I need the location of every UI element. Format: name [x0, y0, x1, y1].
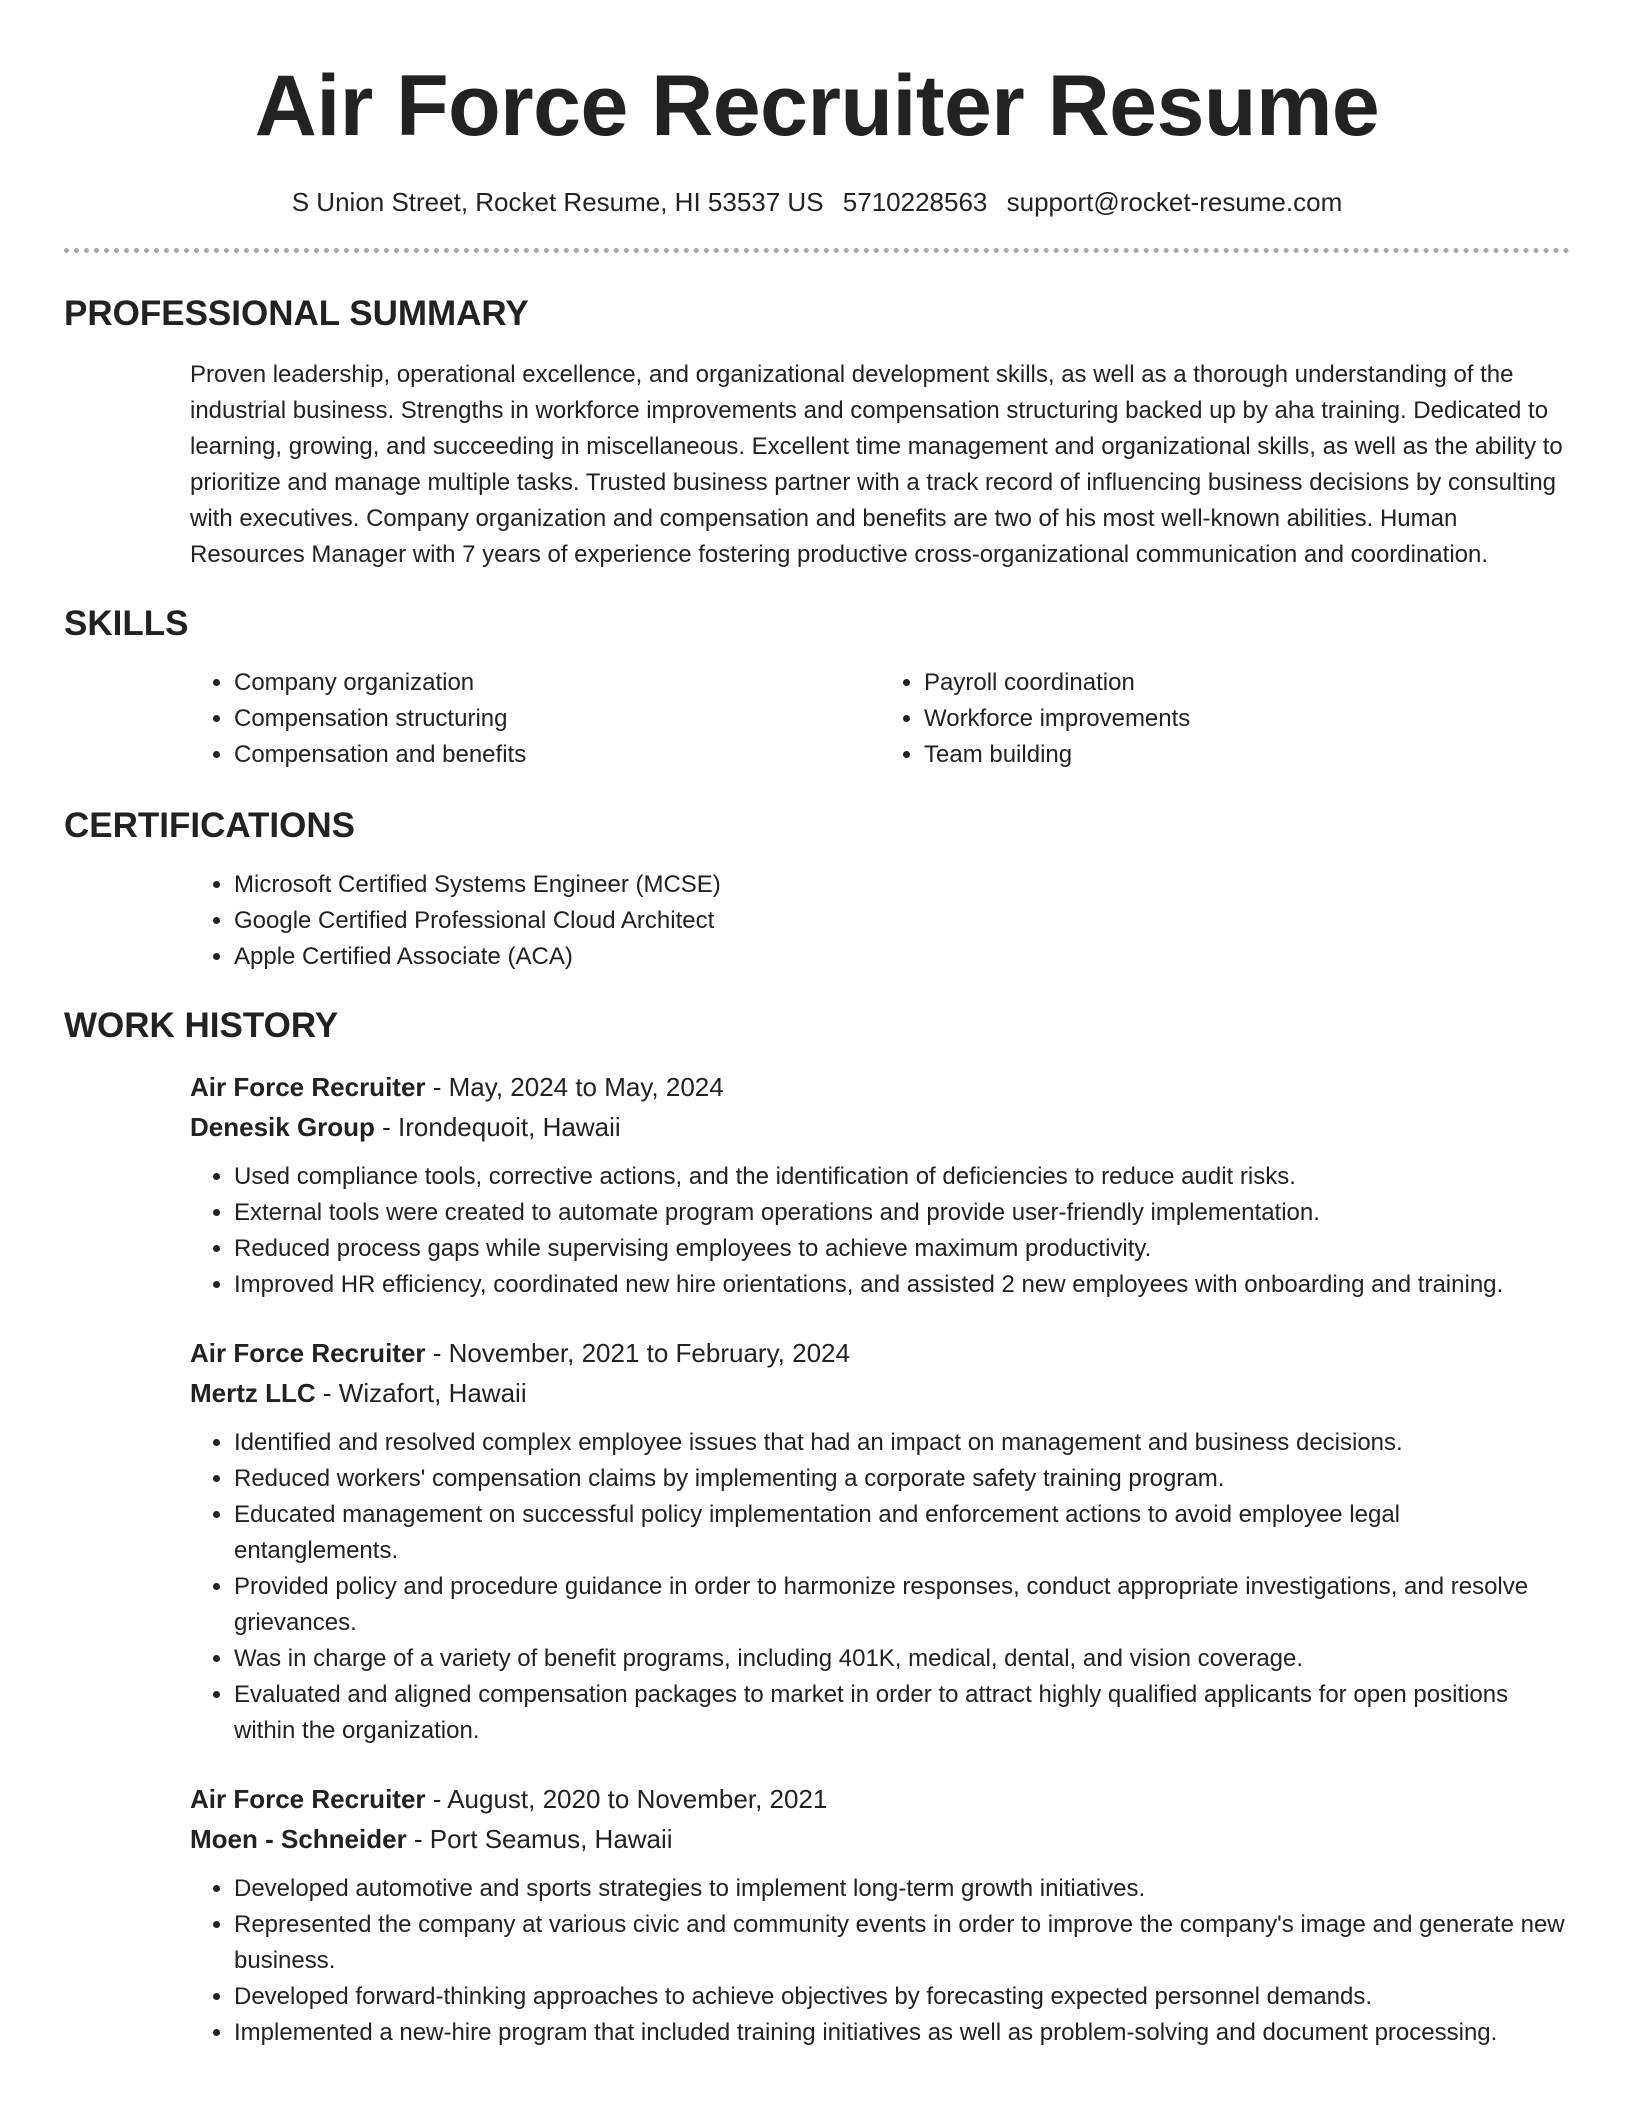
skills-column-left: [190, 665, 880, 773]
skills-list: [190, 665, 1570, 773]
job-bullet: • Represented the company at various civic and community events in order to improve the company's image and generate new business.: [234, 1907, 1570, 1979]
job-location: - Irondequoit, Hawaii: [374, 1112, 621, 1142]
summary-heading: PROFESSIONAL SUMMARY: [64, 294, 529, 333]
skills-column-right: [880, 665, 1570, 773]
job-company-line: [190, 1373, 1570, 1413]
job-bullet: • Used compliance tools, corrective actions, and the identification of deficiencies to reduce audit risks.: [234, 1159, 1570, 1195]
resume-page: [64, 0, 1570, 2051]
skill-item: • Compensation structuring: [234, 701, 880, 737]
job-role: Air Force Recruiter: [190, 1784, 426, 1814]
certifications-heading: CERTIFICATIONS: [64, 806, 356, 845]
job-bullet: • Identified and resolved complex employee issues that had an impact on management and business decisions.: [234, 1425, 1570, 1461]
skill-item: • Payroll coordination: [924, 665, 1570, 701]
job-dates: - May, 2024 to May, 2024: [425, 1072, 724, 1102]
skill-item: • Team building: [924, 737, 1570, 773]
skills-heading: SKILLS: [64, 604, 189, 643]
job-bullet: • Reduced process gaps while supervising employees to achieve maximum productivity.: [234, 1231, 1570, 1267]
skill-item: • Workforce improvements: [924, 701, 1570, 737]
contact-address: S Union Street, Rocket Resume, HI 53537 US: [291, 187, 824, 217]
job-role: Air Force Recruiter: [190, 1338, 426, 1368]
certification-item: • Google Certified Professional Cloud Architect: [234, 903, 1570, 939]
job-bullet: • Developed automotive and sports strategies to implement long-term growth initiatives.: [234, 1871, 1570, 1907]
work-history-heading: WORK HISTORY: [64, 1006, 339, 1045]
job-bullets: [190, 1871, 1570, 2051]
job-bullet: • Provided policy and procedure guidance in order to harmonize responses, conduct appropriate investigations, and resolve grievances.: [234, 1569, 1570, 1641]
job-bullet: • Developed forward-thinking approaches to achieve objectives by forecasting expected personnel demands.: [234, 1979, 1570, 2015]
job-bullet: • Educated management on successful policy implementation and enforcement actions to avoid employee legal entanglements.: [234, 1497, 1570, 1569]
job-dates: - August, 2020 to November, 2021: [425, 1784, 828, 1814]
job-entry: [190, 1067, 1570, 1303]
skill-item: • Compensation and benefits: [234, 737, 880, 773]
job-location: - Port Seamus, Hawaii: [406, 1824, 673, 1854]
job-company: Moen - Schneider: [190, 1824, 407, 1854]
job-role: Air Force Recruiter: [190, 1072, 426, 1102]
job-company: Denesik Group: [190, 1112, 375, 1142]
job-bullets: [190, 1425, 1570, 1749]
job-bullets: [190, 1159, 1570, 1303]
job-bullet: • Was in charge of a variety of benefit programs, including 401K, medical, dental, and vision coverage.: [234, 1641, 1570, 1677]
job-bullet: • Reduced workers' compensation claims by implementing a corporate safety training program.: [234, 1461, 1570, 1497]
contact-line: [64, 186, 1570, 218]
job-bullet: • Improved HR efficiency, coordinated new hire orientations, and assisted 2 new employees with onboarding and training.: [234, 1267, 1570, 1303]
job-entry: [190, 1779, 1570, 2051]
job-location: - Wizafort, Hawaii: [315, 1378, 527, 1408]
job-entry: [190, 1333, 1570, 1749]
resume-title: Air Force Recruiter Resume: [254, 58, 1380, 154]
skill-item: • Company organization: [234, 665, 880, 701]
job-dates: - November, 2021 to February, 2024: [425, 1338, 850, 1368]
contact-email: support@rocket-resume.com: [1006, 187, 1343, 217]
header-divider: [64, 248, 1570, 253]
job-company: Mertz LLC: [190, 1378, 316, 1408]
certification-item: • Microsoft Certified Systems Engineer (MCSE): [234, 867, 1570, 903]
job-title-line: [190, 1779, 1570, 1819]
certification-item: • Apple Certified Associate (ACA): [234, 939, 1570, 975]
certifications-list: [190, 867, 1570, 975]
job-bullet: • Evaluated and aligned compensation packages to market in order to attract highly qualified applicants for open positions within the organization.: [234, 1677, 1570, 1749]
job-bullet: • External tools were created to automate program operations and provide user-friendly implementation.: [234, 1195, 1570, 1231]
job-company-line: [190, 1107, 1570, 1147]
job-company-line: [190, 1819, 1570, 1859]
summary-text: Proven leadership, operational excellence, and organizational development skills, as well as a thorough understanding of the industrial business. Strengths in workforce improvements and compensation structuring backed up by aha training. Dedicated to learning, growing, and succeeding in miscellaneous. Excellent time management and organizational skills, as well as the ability to prioritize and manage multiple tasks. Trusted business partner with a track record of influencing business decisions by consulting with executives. Company organization and compensation and benefits are two of his most well-known abilities. Human Resources Manager with 7 years of experience fostering productive cross-organizational communication and coordination.: [190, 361, 1563, 568]
job-title-line: [190, 1333, 1570, 1373]
contact-phone: 5710228563: [842, 187, 988, 217]
job-bullet: • Implemented a new-hire program that included training initiatives as well as problem-solving and document processing.: [234, 2015, 1570, 2051]
job-title-line: [190, 1067, 1570, 1107]
